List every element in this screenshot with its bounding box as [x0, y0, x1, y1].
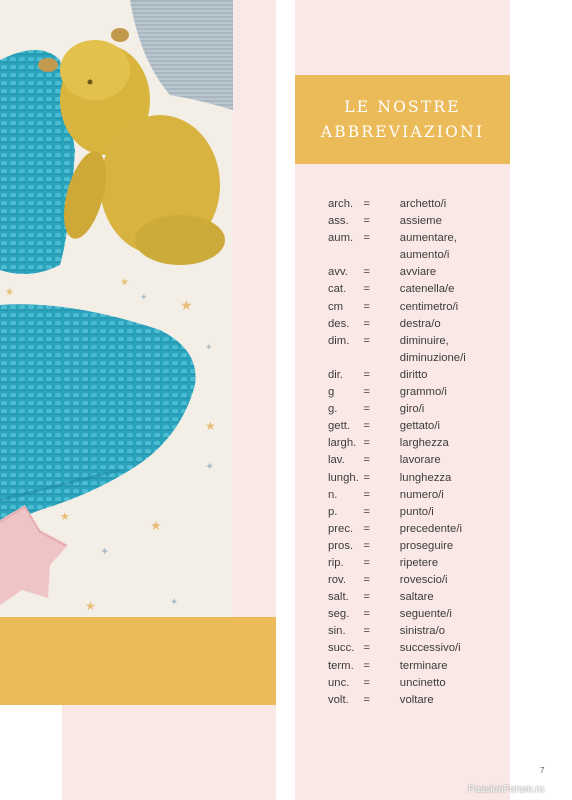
abbreviation-row	[328, 470, 508, 487]
abbreviation-term: des.	[328, 317, 350, 330]
abbreviation-term: dir.	[328, 368, 344, 381]
equals-sign: =	[363, 386, 371, 399]
equals-sign: =	[363, 625, 371, 638]
abbreviation-row	[328, 623, 508, 640]
abbreviation-row	[328, 572, 508, 589]
abbreviation-row	[328, 640, 508, 657]
equals-sign: =	[363, 300, 371, 313]
abbreviation-meaning: avviare	[399, 266, 437, 279]
photo-illustration	[0, 0, 233, 617]
equals-sign: =	[363, 693, 371, 706]
abbreviation-meaning: assieme	[399, 215, 442, 228]
abbreviation-term: lav.	[328, 454, 345, 467]
abbreviation-row	[328, 452, 508, 469]
abbreviation-term: dim.	[328, 334, 350, 347]
svg-text:★: ★	[120, 277, 129, 288]
svg-text:✦: ✦	[205, 343, 213, 353]
abbreviation-row	[328, 213, 508, 230]
abbreviation-meaning: lavorare	[399, 454, 441, 467]
abbreviation-row	[328, 316, 508, 333]
abbreviation-row	[328, 418, 508, 435]
abbreviation-meaning: diritto	[399, 368, 428, 381]
abbreviation-row	[328, 247, 508, 264]
svg-text:★: ★	[5, 287, 14, 298]
abbreviation-row	[328, 658, 508, 675]
equals-sign: =	[363, 556, 371, 569]
abbreviation-term: pros.	[328, 539, 354, 552]
equals-sign: =	[363, 522, 371, 535]
abbreviation-row	[328, 281, 508, 298]
abbreviation-meaning: punto/i	[399, 505, 434, 518]
svg-text:★: ★	[85, 599, 96, 613]
abbreviation-row	[328, 401, 508, 418]
abbreviation-row	[328, 350, 508, 367]
abbreviation-row	[328, 384, 508, 401]
abbreviation-term: salt.	[328, 591, 349, 604]
equals-sign: =	[363, 215, 371, 228]
abbreviation-row	[328, 299, 508, 316]
svg-text:★: ★	[60, 510, 70, 523]
abbreviation-term: cm	[328, 300, 344, 313]
svg-text:✦: ✦	[170, 597, 179, 608]
abbreviation-term: term.	[328, 659, 354, 672]
equals-sign	[363, 247, 399, 264]
abbreviation-row	[328, 230, 508, 247]
abbreviation-meaning: destra/o	[399, 317, 441, 330]
equals-sign: =	[363, 232, 371, 245]
abbreviation-term: gett.	[328, 420, 350, 433]
abbreviation-list	[328, 196, 508, 709]
abbreviation-term: p.	[328, 505, 338, 518]
abbreviation-meaning: grammo/i	[399, 386, 447, 399]
abbreviation-row	[328, 589, 508, 606]
abbreviation-meaning: precedente/i	[399, 522, 462, 535]
abbreviation-term: g.	[328, 403, 338, 416]
title-box	[295, 75, 510, 164]
abbreviation-meaning: diminuzione/i	[399, 351, 466, 364]
svg-text:★: ★	[180, 298, 193, 314]
equals-sign: =	[363, 539, 371, 552]
baby-blanket-photo	[0, 0, 233, 617]
abbreviation-term: arch.	[328, 198, 354, 210]
abbreviation-term: largh.	[328, 437, 357, 450]
abbreviation-row	[328, 504, 508, 521]
abbreviation-row	[328, 521, 508, 538]
title-line-1: LE NOSTRE	[344, 97, 461, 116]
abbreviation-meaning: catenella/e	[399, 283, 455, 296]
abbreviation-term	[328, 350, 363, 367]
abbreviation-row	[328, 555, 508, 572]
equals-sign: =	[363, 488, 371, 501]
abbreviation-meaning: giro/i	[399, 403, 425, 416]
abbreviation-term: rip.	[328, 556, 344, 569]
abbreviation-term: seg.	[328, 608, 350, 621]
abbreviation-row	[328, 196, 508, 213]
abbreviation-meaning: saltare	[399, 591, 434, 604]
equals-sign: =	[363, 505, 371, 518]
title-line-2: ABBREVIAZIONI	[320, 122, 485, 141]
abbreviation-term: sin.	[328, 625, 346, 638]
abbreviation-meaning: terminare	[399, 659, 448, 672]
abbreviation-term: cat.	[328, 283, 347, 296]
equals-sign: =	[363, 437, 371, 450]
abbreviation-term	[328, 247, 363, 264]
equals-sign: =	[363, 420, 371, 433]
equals-sign: =	[363, 198, 371, 210]
abbreviation-meaning: proseguire	[399, 539, 454, 552]
abbreviation-row	[328, 367, 508, 384]
abbreviation-meaning: centimetro/i	[399, 300, 459, 313]
equals-sign: =	[363, 642, 371, 655]
abbreviation-meaning: aumento/i	[399, 249, 450, 262]
equals-sign: =	[363, 368, 371, 381]
abbreviation-meaning: diminuire,	[399, 334, 449, 347]
equals-sign: =	[363, 334, 371, 347]
equals-sign: =	[363, 659, 371, 672]
abbreviation-term: ass.	[328, 215, 349, 228]
yellow-accent-band	[0, 617, 276, 705]
equals-sign: =	[363, 574, 371, 587]
abbreviation-row	[328, 487, 508, 504]
abbreviation-term: aum.	[328, 232, 354, 245]
svg-text:✦: ✦	[100, 545, 110, 558]
watermark: PassionForum.ru	[468, 784, 545, 795]
abbreviation-term: g	[328, 386, 335, 399]
abbreviation-meaning: successivo/i	[399, 642, 461, 655]
abbreviation-meaning: gettato/i	[399, 420, 440, 433]
abbreviation-meaning: seguente/i	[399, 608, 452, 621]
abbreviation-meaning: lunghezza	[399, 471, 452, 484]
abbreviation-row	[328, 333, 508, 350]
equals-sign: =	[363, 591, 371, 604]
abbreviation-term: lungh.	[328, 471, 359, 484]
abbreviation-meaning: rovescio/i	[399, 574, 448, 587]
svg-text:✦: ✦	[205, 460, 215, 473]
equals-sign	[363, 350, 399, 367]
page-number: 7	[540, 766, 545, 775]
abbreviation-meaning: archetto/i	[399, 198, 447, 210]
abbreviation-term: unc.	[328, 676, 350, 689]
abbreviation-row	[328, 264, 508, 281]
abbreviation-meaning: sinistra/o	[399, 625, 446, 638]
abbreviation-term: prec.	[328, 522, 354, 535]
abbreviation-term: succ.	[328, 642, 355, 655]
equals-sign: =	[363, 454, 371, 467]
svg-text:★: ★	[150, 519, 162, 534]
equals-sign: =	[363, 608, 371, 621]
abbreviation-meaning: voltare	[399, 693, 434, 706]
equals-sign: =	[363, 283, 371, 296]
abbreviation-meaning: uncinetto	[399, 676, 446, 689]
abbreviation-row	[328, 675, 508, 692]
equals-sign: =	[363, 317, 371, 330]
abbreviation-term: avv.	[328, 266, 348, 279]
equals-sign: =	[363, 403, 371, 416]
equals-sign: =	[363, 471, 371, 484]
equals-sign: =	[363, 676, 371, 689]
abbreviation-meaning: aumentare,	[399, 232, 457, 245]
abbreviation-meaning: numero/i	[399, 488, 444, 501]
abbreviation-row	[328, 692, 508, 709]
abbreviation-term: n.	[328, 488, 338, 501]
abbreviation-meaning: ripetere	[399, 556, 439, 569]
abbreviation-term: rov.	[328, 574, 346, 587]
abbreviation-row	[328, 538, 508, 555]
svg-text:★: ★	[205, 419, 216, 433]
abbreviation-row	[328, 435, 508, 452]
abbreviation-term: volt.	[328, 693, 349, 706]
abbreviation-meaning: larghezza	[399, 437, 449, 450]
abbreviation-row	[328, 606, 508, 623]
equals-sign: =	[363, 266, 371, 279]
svg-text:✦: ✦	[140, 293, 148, 303]
